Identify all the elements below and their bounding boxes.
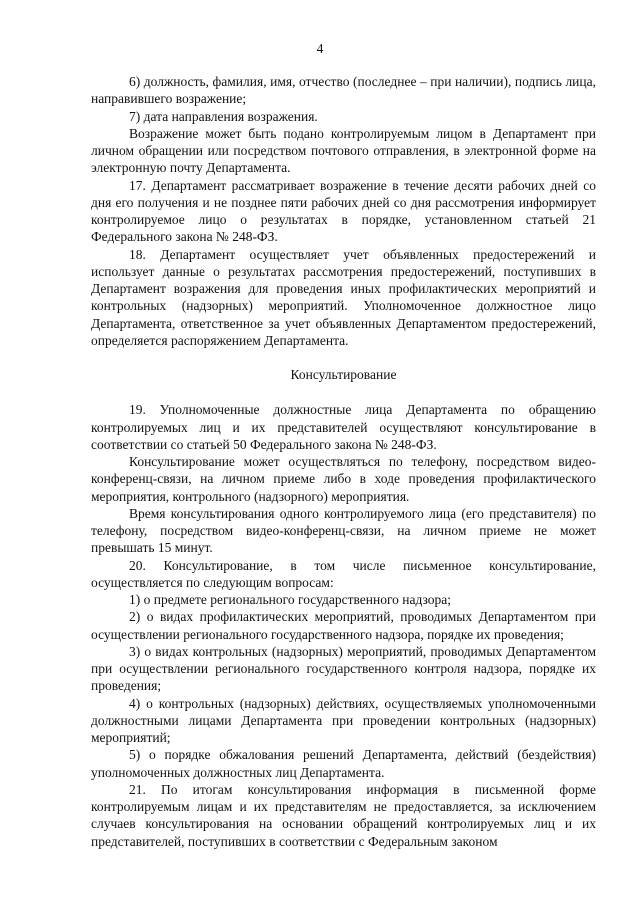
- paragraph-18: 18. Департамент осуществляет учет объявленных предостережений и использует данные о результатах рассмотрения предостережений, поступивших в Департамент возражения для проведения иных профилактических мероприятий и контрольных (надзорных) мероприятий. Уполномоченное должностное лицо Департамента, ответственное за учет объявленных Департаментом предостережений, определяется распоряжением Департамента.: [91, 246, 596, 348]
- paragraph-consultation-means: Консультирование может осуществляться по телефону, посредством видео-конференц-связи, на личном приеме либо в ходе проведения профилактического мероприятия, контрольного (надзорного) мероприятия.: [91, 454, 596, 504]
- document-body: [91, 73, 596, 850]
- paragraph-objection-submission: Возражение может быть подано контролируемым лицом в Департамент при личном обращении или посредством почтового отправления, в электронной форме на электронную почту Департамента.: [91, 125, 596, 176]
- paragraph-item-7: 7) дата направления возражения.: [129, 108, 318, 124]
- section-title: Консультирование: [290, 367, 397, 382]
- page-number: 4: [316, 41, 324, 56]
- list-item-3: 3) о видах контрольных (надзорных) мероприятий, проводимых Департаментом при осуществлении регионального государственного контроля надзора, порядке их проведения;: [91, 643, 596, 694]
- list-item-1: 1) о предмете регионального государственного надзора;: [129, 592, 452, 607]
- list-item-5: 5) о порядке обжалования решений Департамента, действий (бездействия) уполномоченных должностных лиц Департамента.: [91, 747, 596, 780]
- paragraph-consultation-time: Время консультирования одного контролируемого лица (его представителя) по телефону, посредством видео-конференц-связи, на личном приеме не может превышать 15 минут.: [91, 505, 596, 556]
- paragraph-19: 19. Уполномоченные должностные лица Департамента по обращению контролируемых лиц и их представителей осуществляют консультирование в соответствии со статьей 50 Федерального закона № 248-ФЗ.: [91, 402, 596, 452]
- list-item-2: 2) о видах профилактических мероприятий, проводимых Департаментом при осуществлении регионального государственного надзора, порядке их проведения;: [91, 609, 596, 642]
- paragraph-item-6: 6) должность, фамилия, имя, отчество (последнее – при наличии), подпись лица, направившего возражение;: [91, 74, 596, 107]
- paragraph-21: 21. По итогам консультирования информация в письменной форме контролируемым лицам и их представителям не предоставляется, за исключением случаев консультирования на основании обращений контролируемых лиц и их представителей, поступивших в соответствии с Федеральным законом: [91, 781, 596, 849]
- list-item-4: 4) о контрольных (надзорных) действиях, осуществляемых уполномоченными должностными лицами Департамента при проведении контрольных (надзорных) мероприятий;: [91, 695, 596, 745]
- paragraph-17: 17. Департамент рассматривает возражение в течение десяти рабочих дней со дня его получения и не позднее пяти рабочих дней со дня рассмотрения информирует контролируемое лицо о результатах в порядке, установленном статьей 21 Федерального закона № 248-ФЗ.: [91, 177, 596, 245]
- paragraph-20: 20. Консультирование, в том числе письменное консультирование, осуществляется по следующим вопросам:: [91, 557, 596, 590]
